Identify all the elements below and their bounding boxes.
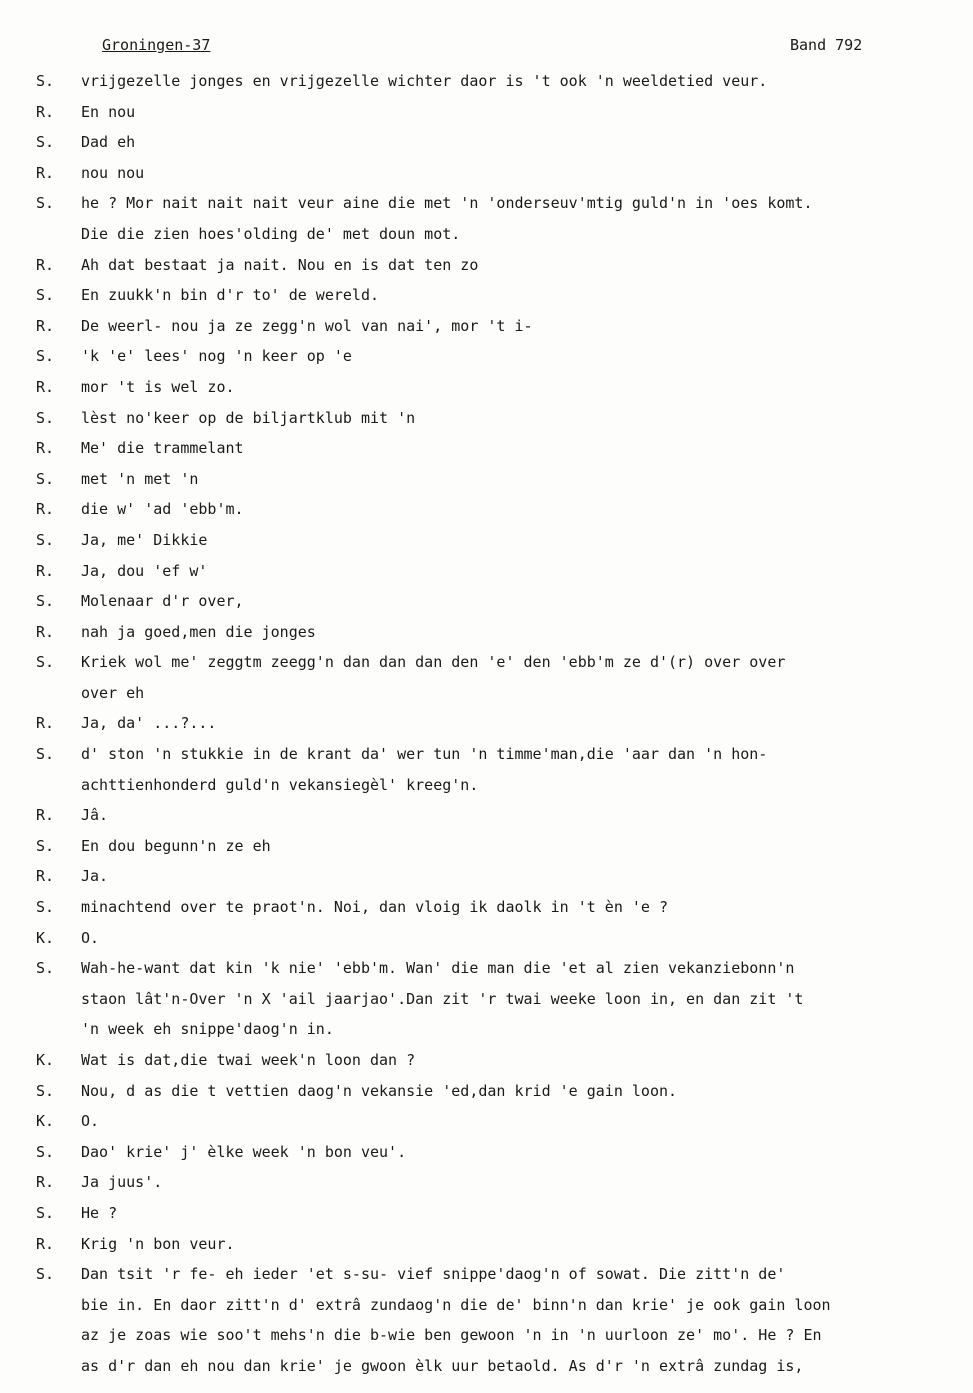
speaker-label: K.: [36, 1112, 55, 1131]
speaker-label: R.: [36, 622, 55, 641]
speaker-label: S.: [36, 653, 55, 672]
transcript-line: [0, 219, 973, 250]
line-text: 'k 'e' lees' nog 'n keer op 'e: [81, 347, 352, 366]
transcript-line: [0, 1137, 973, 1168]
speaker-label: S.: [36, 347, 55, 366]
speaker-label: S.: [36, 1203, 55, 1222]
line-text: he ? Mor nait nait nait veur aine die met 'n 'onderseuv'mtig guld'n in 'oes komt.: [81, 194, 813, 213]
line-text: Dan tsit 'r fe- eh ieder 'et s-su- vief snippe'daog'n of sowat. Die zitt'n de': [81, 1265, 786, 1284]
line-text: Dad eh: [81, 133, 136, 152]
transcript-line: [0, 923, 973, 954]
speaker-label: S.: [36, 836, 55, 855]
line-text: Dao' krie' j' èlke week 'n bon veu'.: [81, 1142, 407, 1161]
tape-number: Band 792: [790, 36, 863, 54]
line-text: En nou: [81, 102, 136, 121]
line-text: lèst no'keer op de biljartklub mit 'n: [81, 408, 416, 427]
transcript-line: [0, 739, 973, 770]
transcript-line: [0, 403, 973, 434]
speaker-label: S.: [36, 530, 55, 549]
transcript-line: [0, 1106, 973, 1137]
line-text: Wah-he-want dat kin 'k nie' 'ebb'm. Wan' die man die 'et al zien vekanziebonn'n: [81, 959, 795, 978]
transcript-line: [0, 311, 973, 342]
line-text: die w' 'ad 'ebb'm.: [81, 500, 244, 519]
line-text: Ja.: [81, 867, 109, 886]
transcript-line: [0, 678, 973, 709]
transcript-line: [0, 188, 973, 219]
speaker-label: S.: [36, 72, 55, 90]
speaker-label: R.: [36, 255, 55, 274]
transcript-line: [0, 556, 973, 587]
transcript-line: [0, 586, 973, 617]
transcript-line: [0, 250, 973, 281]
transcript-line: [0, 66, 973, 97]
speaker-label: S.: [36, 286, 55, 305]
transcript-line: [0, 1229, 973, 1260]
transcript-line: [0, 800, 973, 831]
speaker-label: S.: [36, 1081, 55, 1100]
line-text: Ja, me' Dikkie: [81, 530, 208, 549]
speaker-label: S.: [36, 469, 55, 488]
line-text: over eh: [81, 683, 145, 702]
line-text: En zuukk'n bin d'r to' de wereld.: [81, 286, 380, 305]
speaker-label: S.: [36, 1142, 55, 1161]
line-text: Wat is dat,die twai week'n loon dan ?: [81, 1051, 416, 1069]
line-text: O.: [81, 928, 100, 947]
transcript-line: [0, 494, 973, 525]
transcript-line: [0, 1014, 973, 1045]
line-text: vrijgezelle jonges en vrijgezelle wichter daor is 't ook 'n weeldetied veur.: [81, 72, 768, 90]
speaker-label: S.: [36, 959, 55, 978]
line-text: met 'n met 'n: [81, 469, 199, 488]
line-text: nah ja goed,men die jonges: [81, 622, 316, 641]
line-text: mor 't is wel zo.: [81, 377, 235, 396]
line-text: az je zoas wie soo't mehs'n die b-wie ben gewoon 'n in 'n uurloon ze' mo'. He ? En: [81, 1326, 822, 1345]
speaker-label: S.: [36, 408, 55, 427]
line-text: as d'r dan eh nou dan krie' je gwoon èlk uur betaold. As d'r 'n extrâ zundag is,: [81, 1356, 804, 1375]
page-header: [0, 36, 973, 60]
speaker-label: S.: [36, 1265, 55, 1284]
speaker-label: S.: [36, 898, 55, 917]
transcript-line: [0, 127, 973, 158]
speaker-label: K.: [36, 1051, 55, 1069]
line-text: nou nou: [81, 163, 145, 182]
speaker-label: R.: [36, 714, 55, 733]
transcript-line: [0, 708, 973, 739]
speaker-label: S.: [36, 745, 55, 764]
speaker-label: S.: [36, 194, 55, 213]
transcript-line: [0, 647, 973, 678]
transcript-line: [0, 770, 973, 801]
line-text: Jâ.: [81, 806, 109, 825]
transcript-line: [0, 1290, 973, 1321]
line-text: Die die zien hoes'olding de' met doun mot.: [81, 224, 461, 243]
transcript-line: [0, 1198, 973, 1229]
line-text: Ja, dou 'ef w': [81, 561, 208, 580]
line-text: Me' die trammelant: [81, 439, 244, 458]
transcript-line: [0, 97, 973, 128]
transcript-line: [0, 525, 973, 556]
speaker-label: R.: [36, 867, 55, 886]
speaker-label: R.: [36, 439, 55, 458]
transcript-line: [0, 1167, 973, 1198]
transcript-line: [0, 953, 973, 984]
transcript-line: [0, 1045, 973, 1076]
speaker-label: R.: [36, 561, 55, 580]
line-text: minachtend over te praot'n. Noi, dan vloig ik daolk in 't èn 'e ?: [81, 898, 668, 917]
speaker-label: R.: [36, 102, 55, 121]
transcript-line: [0, 1259, 973, 1290]
transcript-line: [0, 464, 973, 495]
speaker-label: R.: [36, 500, 55, 519]
line-text: Krig 'n bon veur.: [81, 1234, 235, 1253]
speaker-label: S.: [36, 592, 55, 611]
line-text: d' ston 'n stukkie in de krant da' wer tun 'n timme'man,die 'aar dan 'n hon-: [81, 745, 768, 764]
transcript-body: [0, 66, 973, 1382]
transcript-line: [0, 280, 973, 311]
line-text: Kriek wol me' zeggtm zeegg'n dan dan dan den 'e' den 'ebb'm ze d'(r) over over: [81, 653, 786, 672]
speaker-label: R.: [36, 163, 55, 182]
speaker-label: R.: [36, 1234, 55, 1253]
line-text: Ja, da' ...?...: [81, 714, 217, 733]
transcript-line: [0, 1320, 973, 1351]
line-text: O.: [81, 1112, 100, 1131]
transcript-line: [0, 984, 973, 1015]
line-text: Molenaar d'r over,: [81, 592, 244, 611]
speaker-label: R.: [36, 1173, 55, 1192]
speaker-label: R.: [36, 377, 55, 396]
line-text: 'n week eh snippe'daog'n in.: [81, 1020, 334, 1039]
transcript-line: [0, 861, 973, 892]
transcript-line: [0, 1351, 973, 1382]
transcript-line: [0, 433, 973, 464]
transcript-line: [0, 1076, 973, 1107]
transcript-line: [0, 892, 973, 923]
speaker-label: R.: [36, 316, 55, 335]
line-text: staon lât'n-Over 'n X 'ail jaarjao'.Dan zit 'r twai weeke loon in, en dan zit 't: [81, 989, 804, 1008]
speaker-label: R.: [36, 806, 55, 825]
line-text: En dou begunn'n ze eh: [81, 836, 271, 855]
line-text: De weerl- nou ja ze zegg'n wol van nai', mor 't i-: [81, 316, 533, 335]
line-text: Ja juus'.: [81, 1173, 163, 1192]
line-text: He ?: [81, 1203, 118, 1222]
transcript-line: [0, 158, 973, 189]
line-text: Ah dat bestaat ja nait. Nou en is dat ten zo: [81, 255, 479, 274]
line-text: achttienhonderd guld'n vekansiegèl' kreeg'n.: [81, 775, 479, 794]
line-text: bie in. En daor zitt'n d' extrâ zundaog'n die de' binn'n dan krie' je ook gain loon: [81, 1295, 831, 1314]
speaker-label: S.: [36, 133, 55, 152]
line-text: Nou, d as die t vettien daog'n vekansie 'ed,dan krid 'e gain loon.: [81, 1081, 678, 1100]
document-title: Groningen-37: [102, 36, 211, 54]
transcript-line: [0, 372, 973, 403]
speaker-label: K.: [36, 928, 55, 947]
transcript-line: [0, 831, 973, 862]
transcript-line: [0, 341, 973, 372]
transcript-line: [0, 617, 973, 648]
